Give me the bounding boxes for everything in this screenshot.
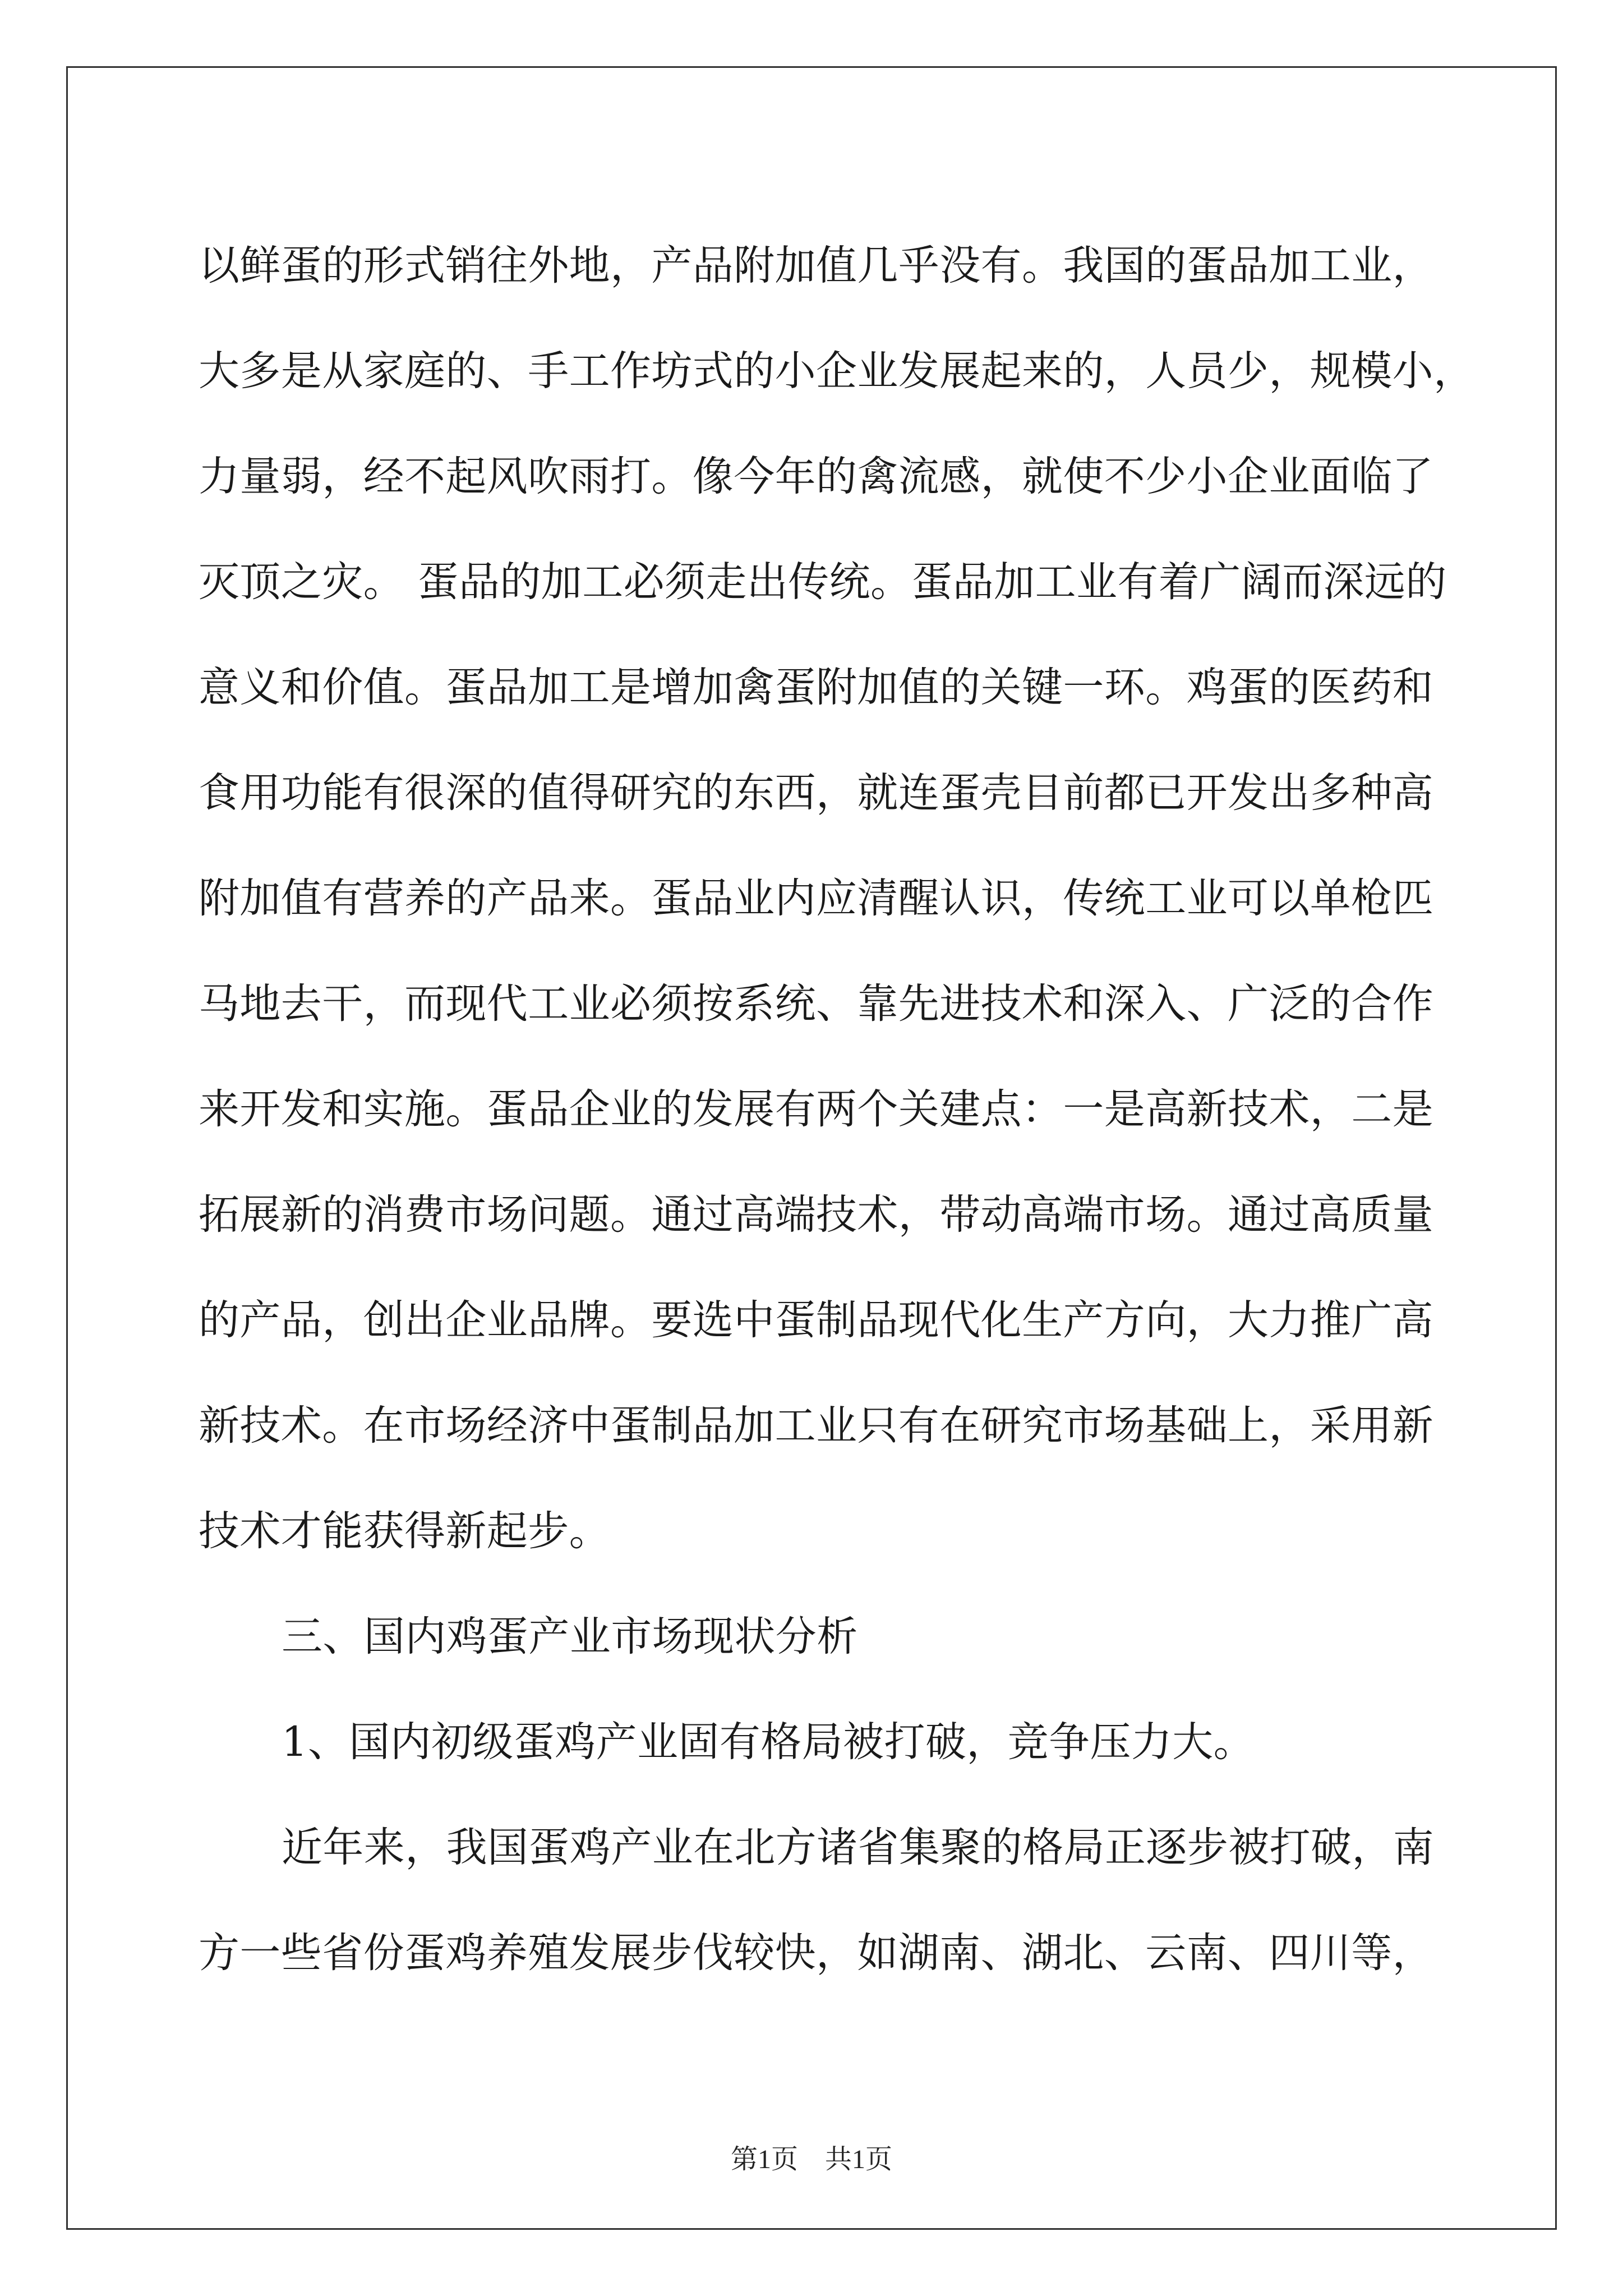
text-line: 来开发和实施。蛋品企业的发展有两个关建点：一是高新技术，二是 <box>199 1085 1433 1133</box>
text-line: 灭顶之灾。 蛋品的加工必须走出传统。蛋品加工业有着广阔而深远的 <box>199 558 1447 606</box>
text-line: 附加值有营养的产品来。蛋品业内应清醒认识，传统工业可以单枪匹 <box>199 875 1433 922</box>
text-line: 意义和价值。蛋品加工是增加禽蛋附加值的关键一环。鸡蛋的医药和 <box>199 664 1433 711</box>
text-line: 力量弱，经不起风吹雨打。像今年的禽流感，就使不少小企业面临了 <box>199 453 1433 500</box>
section-heading: 三、国内鸡蛋产业市场现状分析 <box>282 1613 858 1660</box>
document-body <box>199 213 1475 2006</box>
text-line: 新技术。在市场经济中蛋制品加工业只有在研究市场基础上，采用新 <box>199 1402 1433 1450</box>
text-line: 方一些省份蛋鸡养殖发展步伐较快，如湖南、湖北、云南、四川等， <box>199 1929 1433 1977</box>
subsection-heading: 1、国内初级蛋鸡产业固有格局被打破，竞争压力大。 <box>282 1718 1255 1766</box>
text-line: 食用功能有很深的值得研究的东西，就连蛋壳目前都已开发出多种高 <box>199 769 1433 817</box>
text-line: 拓展新的消费市场问题。通过高端技术，带动高端市场。通过高质量 <box>199 1191 1433 1239</box>
page-footer: 第1页 共1页 <box>730 2145 892 2174</box>
text-line: 以鲜蛋的形式销往外地，产品附加值几乎没有。我国的蛋品加工业， <box>199 242 1433 289</box>
text-line: 大多是从家庭的、手工作坊式的小企业发展起来的，人员少，规模小， <box>199 347 1475 395</box>
text-line: 马地去干，而现代工业必须按系统、靠先进技术和深入、广泛的合作 <box>199 980 1433 1028</box>
text-line: 近年来，我国蛋鸡产业在北方诸省集聚的格局正逐步被打破，南 <box>282 1824 1435 1871</box>
text-line: 的产品，创出企业品牌。要选中蛋制品现代化生产方向，大力推广高 <box>199 1296 1433 1344</box>
text-line: 技术才能获得新起步。 <box>199 1507 610 1555</box>
